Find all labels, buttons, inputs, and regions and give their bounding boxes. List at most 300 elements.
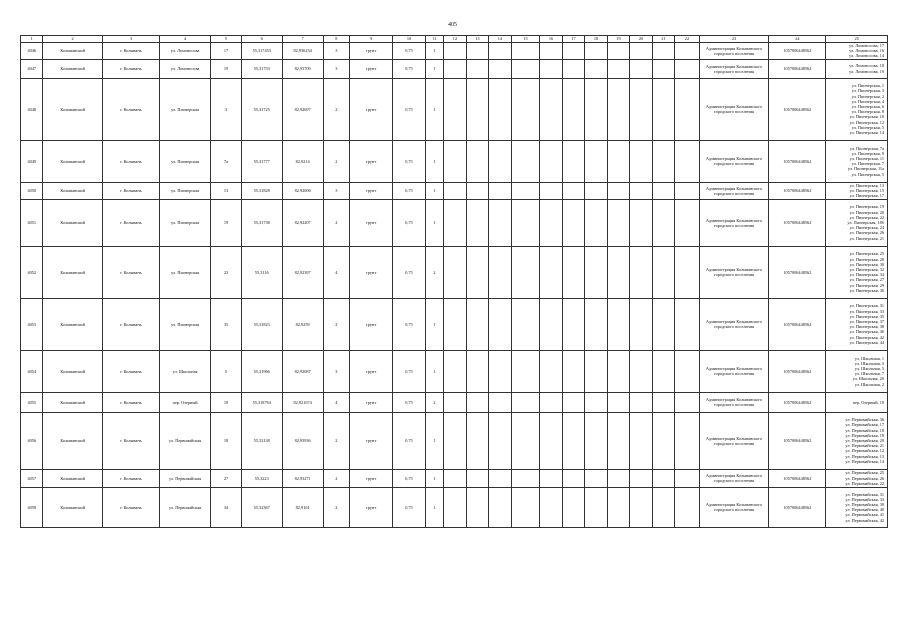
cell-empty (675, 487, 700, 527)
cell-lat: 55,31725 (241, 78, 282, 140)
address-line: ул. Пионерская, 34 (849, 272, 884, 278)
address-line: ул. Первомайская, 40 (845, 507, 884, 513)
cell-district: Колыванский (43, 487, 102, 527)
cell-ogrn: 1057006448562 (769, 199, 826, 246)
address-line: ул. Пионерская, 2 (851, 93, 884, 99)
cell-locality: г. Колывань (102, 199, 159, 246)
cell-empty (675, 140, 700, 182)
cell-c10: 0,75 (393, 246, 426, 298)
cell-c8: 4 (323, 392, 350, 412)
column-header: 25 (826, 36, 888, 43)
cell-locality: г. Колывань (102, 487, 159, 527)
address-line: ул. Пионерская, 20 (849, 209, 884, 215)
cell-ogrn: 1057006448562 (769, 43, 826, 60)
cell-house: 19 (211, 199, 242, 246)
cell-empty (466, 43, 488, 60)
cell-c11: 1 (425, 469, 443, 487)
cell-empty (466, 246, 488, 298)
cell-locality: г. Колывань (102, 140, 159, 182)
cell-district: Колыванский (43, 350, 102, 392)
cell-empty (444, 298, 466, 350)
cell-house: 17 (211, 43, 242, 60)
address-line: ул. Пионерская, 9 (851, 150, 884, 156)
cell-empty (466, 59, 488, 78)
cell-empty (489, 392, 511, 412)
cell-c9: грунт (350, 350, 393, 392)
cell-c10: 0,75 (393, 392, 426, 412)
cell-lat: 55,32138 (241, 412, 282, 469)
cell-addresses (826, 78, 888, 140)
address-line: ул. Первомайская, 39 (845, 501, 884, 507)
address-line: ул. Пионерская, 6 (851, 103, 884, 109)
address-line: ул. Пионерская, 31 (849, 303, 884, 309)
cell-empty (607, 392, 629, 412)
cell-addresses (826, 59, 888, 78)
cell-empty (444, 487, 466, 527)
address-line: ул. Пионерская, 40 (849, 329, 884, 335)
cell-lon: 82,92006 (282, 182, 323, 199)
column-header: 15 (511, 36, 540, 43)
address-line: ул. Ломоносова, 14 (849, 53, 884, 59)
address-line: ул. Пионерская, 7 (851, 161, 884, 167)
cell-owner: Администрация Колыванского городского поселения (699, 43, 769, 60)
cell-empty (675, 469, 700, 487)
cell-n: 4054 (21, 350, 43, 392)
cell-lat: 55,31823 (241, 298, 282, 350)
cell-lon: 82,93936 (282, 412, 323, 469)
cell-empty (511, 298, 540, 350)
cell-c8: 3 (323, 59, 350, 78)
cell-empty (675, 350, 700, 392)
cell-c11: 1 (425, 43, 443, 60)
cell-empty (652, 43, 674, 60)
cell-street: пер. Озерный (160, 392, 211, 412)
cell-empty (675, 392, 700, 412)
cell-owner: Администрация Колыванского городского поселения (699, 199, 769, 246)
column-header: 19 (607, 36, 629, 43)
cell-c9: грунт (350, 298, 393, 350)
cell-empty (489, 298, 511, 350)
address-line: ул. Первомайская, 33 (845, 496, 884, 502)
cell-district: Колыванский (43, 59, 102, 78)
address-line: ул. Школьная, 2 (854, 381, 884, 387)
cell-empty (444, 350, 466, 392)
cell-empty (444, 43, 466, 60)
column-header: 7 (282, 36, 323, 43)
cell-empty (466, 487, 488, 527)
cell-addresses (826, 140, 888, 182)
cell-street: ул. Первомайская (160, 469, 211, 487)
cell-c9: грунт (350, 392, 393, 412)
cell-c11: 1 (425, 140, 443, 182)
cell-empty (675, 78, 700, 140)
cell-empty (652, 59, 674, 78)
cell-empty (466, 298, 488, 350)
cell-owner: Администрация Колыванского городского поселения (699, 78, 769, 140)
cell-lon: 82,9161 (282, 487, 323, 527)
cell-lat: 55,31753 (241, 59, 282, 78)
cell-empty (585, 140, 607, 182)
cell-empty (562, 412, 584, 469)
cell-empty (652, 182, 674, 199)
cell-lat: 55,31828 (241, 182, 282, 199)
cell-empty (585, 487, 607, 527)
cell-c8: 2 (323, 298, 350, 350)
cell-empty (630, 487, 652, 527)
registry-table (20, 35, 888, 528)
cell-c9: грунт (350, 199, 393, 246)
address-line: ул. Пионерская, 14 (849, 129, 884, 135)
cell-empty (489, 78, 511, 140)
address-line: ул. Школьная, 3 (854, 360, 884, 366)
cell-addresses (826, 199, 888, 246)
cell-lat: 55,31777 (241, 140, 282, 182)
column-header: 11 (425, 36, 443, 43)
address-line: ул. Пионерская, 28 (849, 256, 884, 262)
cell-empty (585, 392, 607, 412)
address-line: ул. Первомайская, 25 (845, 470, 884, 476)
table-row (21, 392, 888, 412)
cell-empty (540, 199, 562, 246)
column-header: 1 (21, 36, 43, 43)
cell-empty (630, 412, 652, 469)
cell-empty (511, 78, 540, 140)
cell-empty (540, 59, 562, 78)
cell-district: Колыванский (43, 246, 102, 298)
cell-c11: 1 (425, 199, 443, 246)
column-header: 16 (540, 36, 562, 43)
cell-empty (585, 199, 607, 246)
address-line: ул. Первомайская, 21 (845, 443, 884, 449)
cell-lat: 55,32367 (241, 487, 282, 527)
cell-empty (630, 59, 652, 78)
cell-empty (444, 392, 466, 412)
address-line: ул. Пионерская, 35 (849, 313, 884, 319)
cell-empty (562, 350, 584, 392)
cell-ogrn: 1057006448562 (769, 469, 826, 487)
cell-empty (607, 412, 629, 469)
address-line: ул. Первомайская, 13 (845, 453, 884, 459)
address-line: ул. Пионерская, 27 (849, 277, 884, 283)
address-line: ул. Пионерская, 8 (851, 109, 884, 115)
cell-locality: г. Колывань (102, 350, 159, 392)
column-header: 5 (211, 36, 242, 43)
cell-ogrn: 1057006448562 (769, 412, 826, 469)
cell-c9: грунт (350, 78, 393, 140)
cell-lon: 82,936234 (282, 43, 323, 60)
cell-locality: г. Колывань (102, 182, 159, 199)
cell-lon: 82,92397 (282, 246, 323, 298)
cell-ogrn: 1057006448562 (769, 246, 826, 298)
cell-empty (630, 298, 652, 350)
cell-addresses (826, 43, 888, 60)
cell-empty (652, 298, 674, 350)
cell-empty (675, 199, 700, 246)
cell-empty (630, 182, 652, 199)
address-line: ул. Первомайская, 22 (845, 480, 884, 486)
cell-empty (652, 469, 674, 487)
cell-lat: 55,317453 (241, 43, 282, 60)
cell-n: 4048 (21, 78, 43, 140)
cell-house: 5 (211, 350, 242, 392)
header-row (21, 36, 888, 43)
cell-empty (630, 43, 652, 60)
cell-empty (489, 412, 511, 469)
address-line: ул. Первомайская, 12 (845, 448, 884, 454)
cell-district: Колыванский (43, 412, 102, 469)
cell-c10: 0,75 (393, 350, 426, 392)
cell-c8: 3 (323, 182, 350, 199)
cell-empty (607, 182, 629, 199)
table-row (21, 412, 888, 469)
cell-street: ул. Пионерская (160, 182, 211, 199)
cell-empty (511, 487, 540, 527)
cell-empty (511, 469, 540, 487)
cell-empty (652, 246, 674, 298)
cell-locality: г. Колывань (102, 78, 159, 140)
cell-c9: грунт (350, 182, 393, 199)
cell-empty (607, 350, 629, 392)
cell-empty (585, 43, 607, 60)
cell-empty (630, 140, 652, 182)
cell-locality: г. Колывань (102, 412, 159, 469)
cell-empty (585, 350, 607, 392)
address-line: ул. Первомайская, 20 (845, 438, 884, 443)
address-line: ул. Пионерская, 1 (851, 83, 884, 89)
address-line: ул. Пионерская, 7а (849, 145, 884, 151)
cell-empty (489, 469, 511, 487)
cell-owner: Администрация Колыванского городского поселения (699, 298, 769, 350)
cell-empty (652, 140, 674, 182)
cell-district: Колыванский (43, 78, 102, 140)
cell-empty (444, 469, 466, 487)
cell-street: ул. Первомайская (160, 412, 211, 469)
cell-n: 4055 (21, 392, 43, 412)
cell-empty (630, 392, 652, 412)
address-line: ул. Школьная, 5 (854, 365, 884, 371)
address-line: ул. Пионерская, 44 (849, 339, 884, 345)
cell-empty (585, 59, 607, 78)
cell-empty (652, 78, 674, 140)
cell-empty (540, 78, 562, 140)
cell-owner: Администрация Колыванского городского поселения (699, 350, 769, 392)
cell-empty (607, 246, 629, 298)
cell-district: Колыванский (43, 140, 102, 182)
column-header: 8 (323, 36, 350, 43)
cell-empty (607, 469, 629, 487)
cell-empty (511, 182, 540, 199)
cell-empty (489, 182, 511, 199)
cell-addresses (826, 298, 888, 350)
cell-c11: 1 (425, 487, 443, 527)
cell-district: Колыванский (43, 298, 102, 350)
address-line: ул. Первомайская, 19 (845, 432, 884, 438)
cell-street: ул. Пионерская (160, 199, 211, 246)
cell-house: 19 (211, 59, 242, 78)
cell-empty (562, 43, 584, 60)
table-row (21, 78, 888, 140)
cell-empty (511, 392, 540, 412)
cell-empty (562, 59, 584, 78)
column-header: 10 (393, 36, 426, 43)
cell-n: 4056 (21, 412, 43, 469)
cell-c10: 0,75 (393, 78, 426, 140)
cell-empty (444, 246, 466, 298)
cell-house: 13 (211, 182, 242, 199)
cell-empty (562, 78, 584, 140)
cell-locality: г. Колывань (102, 43, 159, 60)
cell-addresses (826, 412, 888, 469)
cell-n: 4058 (21, 487, 43, 527)
cell-empty (652, 350, 674, 392)
address-line: ул. Пионерская, 26 (849, 230, 884, 236)
cell-c9: грунт (350, 246, 393, 298)
address-line: ул. Школьная, 1 (854, 355, 884, 361)
address-line: ул. Пионерская, 10 (849, 114, 884, 120)
cell-ogrn: 1057006448562 (769, 487, 826, 527)
address-line: ул. Пионерская, 19 (849, 204, 884, 210)
column-header: 9 (350, 36, 393, 43)
cell-lat: 55,31966 (241, 350, 282, 392)
cell-empty (511, 43, 540, 60)
address-line: ул. Пионерская, 37 (849, 318, 884, 324)
cell-c11: 1 (425, 182, 443, 199)
address-line: ул. Пионерская, 32 (849, 266, 884, 272)
cell-c8: 2 (323, 199, 350, 246)
cell-empty (585, 246, 607, 298)
cell-empty (607, 59, 629, 78)
cell-c9: грунт (350, 59, 393, 78)
cell-empty (675, 43, 700, 60)
cell-c11: 2 (425, 246, 443, 298)
cell-empty (466, 469, 488, 487)
cell-empty (562, 199, 584, 246)
cell-n: 4049 (21, 140, 43, 182)
cell-empty (489, 350, 511, 392)
cell-addresses (826, 182, 888, 199)
cell-house: 10 (211, 392, 242, 412)
cell-empty (675, 246, 700, 298)
cell-owner: Администрация Колыванского городского поселения (699, 140, 769, 182)
column-header: 24 (769, 36, 826, 43)
cell-locality: г. Колывань (102, 392, 159, 412)
cell-c8: 2 (323, 78, 350, 140)
cell-c8: 2 (323, 487, 350, 527)
cell-empty (607, 78, 629, 140)
address-line: ул. Первомайская, 14 (845, 458, 884, 464)
address-line: ул. Первомайская, 41 (845, 512, 884, 518)
cell-empty (630, 469, 652, 487)
cell-owner: Администрация Колыванского городского поселения (699, 469, 769, 487)
cell-street: ул. Ломоносова (160, 43, 211, 60)
cell-empty (562, 246, 584, 298)
cell-empty (540, 487, 562, 527)
cell-lon: 82,93709 (282, 59, 323, 78)
table-row (21, 199, 888, 246)
cell-owner: Администрация Колыванского городского поселения (699, 392, 769, 412)
cell-addresses (826, 469, 888, 487)
column-header: 3 (102, 36, 159, 43)
cell-empty (489, 140, 511, 182)
address-line: ул. Пионерская, 29 (849, 282, 884, 288)
cell-empty (562, 182, 584, 199)
cell-empty (652, 487, 674, 527)
address-line: ул. Первомайская, 42 (845, 517, 884, 523)
cell-lon: 82,92697 (282, 78, 323, 140)
cell-empty (585, 412, 607, 469)
cell-empty (607, 487, 629, 527)
cell-empty (562, 298, 584, 350)
cell-empty (675, 59, 700, 78)
cell-c11: 1 (425, 350, 443, 392)
cell-addresses (826, 350, 888, 392)
address-line: ул. Пионерская, 18б (847, 220, 884, 225)
column-header: 2 (43, 36, 102, 43)
table-body (21, 43, 888, 528)
cell-locality: г. Колывань (102, 469, 159, 487)
cell-c10: 0,75 (393, 469, 426, 487)
cell-empty (466, 412, 488, 469)
cell-empty (540, 246, 562, 298)
cell-empty (585, 469, 607, 487)
cell-c10: 0,75 (393, 43, 426, 60)
cell-empty (444, 182, 466, 199)
address-line: ул. Первомайская, 31 (845, 491, 884, 497)
cell-addresses (826, 487, 888, 527)
cell-ogrn: 1057006448562 (769, 78, 826, 140)
cell-district: Колыванский (43, 199, 102, 246)
cell-n: 4047 (21, 59, 43, 78)
cell-house: 35 (211, 298, 242, 350)
cell-ogrn: 1057006448562 (769, 350, 826, 392)
column-header: 13 (466, 36, 488, 43)
cell-empty (540, 350, 562, 392)
cell-n: 4050 (21, 182, 43, 199)
table-row (21, 246, 888, 298)
cell-empty (466, 140, 488, 182)
address-line: ул. Пионерская, 15 (849, 188, 884, 193)
cell-street: ул. Ломоносова (160, 59, 211, 78)
cell-street: ул. Пионерская (160, 246, 211, 298)
cell-empty (540, 43, 562, 60)
address-line: ул. Ломоносова, 18 (849, 63, 884, 69)
cell-c10: 0,75 (393, 140, 426, 182)
cell-empty (540, 140, 562, 182)
column-header: 22 (675, 36, 700, 43)
cell-empty (489, 43, 511, 60)
cell-c9: грунт (350, 412, 393, 469)
cell-empty (585, 298, 607, 350)
address-line: ул. Пионерская, 17 (849, 193, 884, 199)
cell-district: Колыванский (43, 469, 102, 487)
cell-addresses (826, 246, 888, 298)
address-line: ул. Ломоносова, 16 (849, 48, 884, 54)
address-line: ул. Первомайская, 36 (845, 417, 884, 423)
cell-lon: 82,92087 (282, 350, 323, 392)
cell-empty (489, 199, 511, 246)
cell-c11: 2 (425, 392, 443, 412)
cell-empty (607, 43, 629, 60)
address-line: ул. Школьная, 2б (852, 376, 884, 382)
cell-locality: г. Колывань (102, 246, 159, 298)
address-line: ул. Пионерская, 12 (849, 119, 884, 125)
cell-empty (630, 350, 652, 392)
cell-empty (511, 350, 540, 392)
column-header: 4 (160, 36, 211, 43)
address-line: ул. Пионерская, 30 (849, 261, 884, 267)
cell-owner: Администрация Колыванского городского поселения (699, 487, 769, 527)
cell-district: Колыванский (43, 182, 102, 199)
